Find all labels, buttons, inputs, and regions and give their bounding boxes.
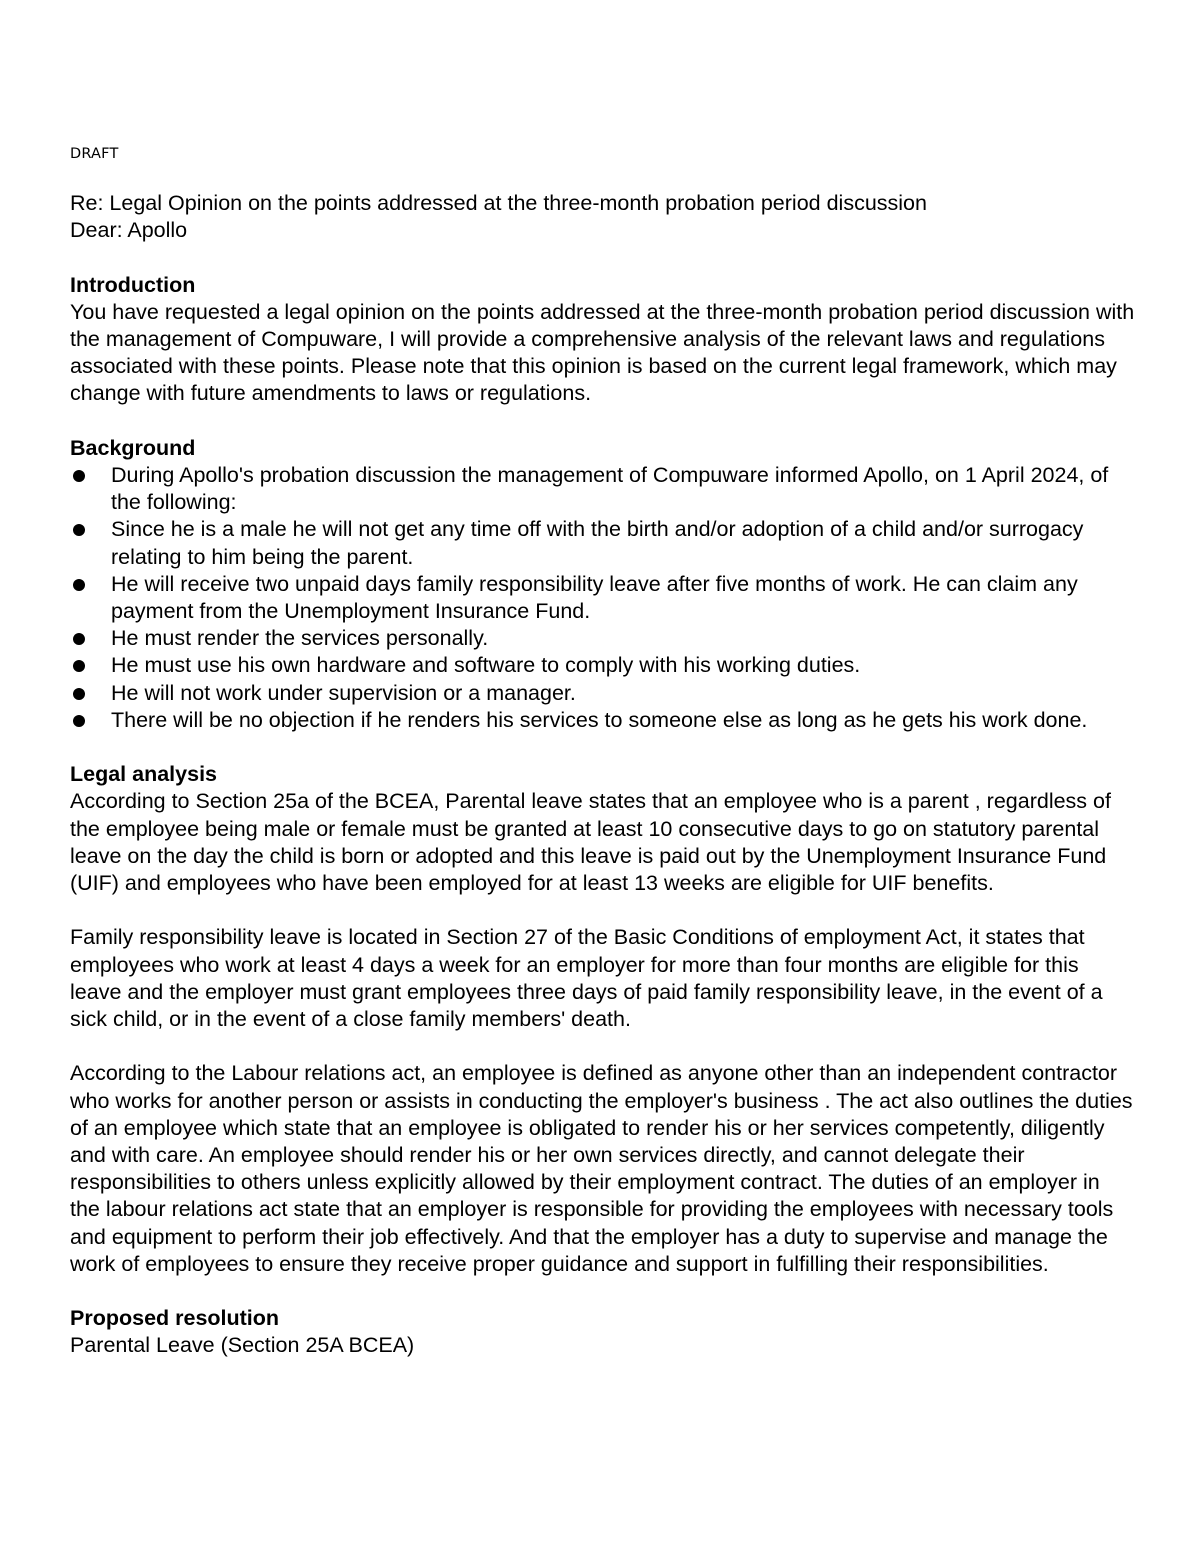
legal-analysis-paragraph-3: According to the Labour relations act, an employee is defined as anyone other than an independent contractor who works for another person or assists in conducting the employer's business . The act also outlines the duties of an employee which state that an employee is obligated to render his or her services competently, diligently and with care. An employee should render his or her own services directly, and cannot delegate their responsibilities to others unless explicitly allowed by their employment contract. The duties of an employer in the labour relations act state that an employer is responsible for providing the employees with necessary tools and equipment to perform their job effectively. And that the employer has a duty to supervise and manage the work of employees to ensure they receive proper guidance and support in fulfilling their responsibilities. bbox=[70, 1061, 1133, 1276]
list-item-text: He must use his own hardware and software to comply with his working duties. bbox=[111, 653, 861, 678]
bullet-icon bbox=[73, 633, 85, 645]
spacer bbox=[70, 1033, 1135, 1060]
salutation: Dear: Apollo bbox=[70, 218, 188, 243]
list-item-text: He must render the services personally. bbox=[111, 626, 489, 651]
legal-analysis-heading: Legal analysis bbox=[70, 762, 217, 787]
subject-line: Re: Legal Opinion on the points addressed at the three-month probation period discussion bbox=[70, 191, 927, 215]
list-item-text: He will receive two unpaid days family responsibility leave after five months of work. He can claim any payment from the Unemployment Insurance Fund. bbox=[111, 571, 1078, 624]
spacer bbox=[70, 1278, 1135, 1305]
list-item bbox=[70, 516, 1135, 570]
list-item bbox=[70, 571, 1135, 625]
bullet-icon bbox=[73, 660, 85, 672]
list-item bbox=[70, 680, 1135, 707]
background-list bbox=[70, 462, 1135, 734]
spacer bbox=[70, 897, 1135, 924]
introduction-heading: Introduction bbox=[70, 272, 196, 297]
bullet-icon bbox=[73, 715, 85, 727]
list-item-text: He will not work under supervision or a manager. bbox=[111, 680, 576, 705]
legal-analysis-paragraph-1: According to Section 25a of the BCEA, Parental leave states that an employee who is a parent , regardless of the employee being male or female must be granted at least 10 consecutive days to go on statutory parental leave on the day the child is born or adopted and this leave is paid out by the Unemployment Insurance Fund (UIF) and employees who have been employed for at least 13 weeks are eligible for UIF benefits. bbox=[70, 789, 1111, 896]
spacer bbox=[70, 408, 1135, 435]
legal-analysis-paragraph-2: Family responsibility leave is located in Section 27 of the Basic Conditions of employment Act, it states that employees who work at least 4 days a week for an employer for more than four months are eligible for this leave and the employer must grant employees three days of paid family responsibility leave, in the event of a sick child, or in the event of a close family members' death. bbox=[70, 925, 1103, 1032]
list-item-text: There will be no objection if he renders his services to someone else as long as he gets his work done. bbox=[111, 707, 1088, 732]
bullet-icon bbox=[73, 579, 85, 591]
bullet-icon bbox=[73, 524, 85, 536]
bullet-icon bbox=[73, 688, 85, 700]
spacer bbox=[70, 734, 1135, 761]
list-item bbox=[70, 625, 1135, 652]
bullet-icon bbox=[73, 470, 85, 482]
introduction-paragraph: You have requested a legal opinion on the points addressed at the three-month probation period discussion with the management of Compuware, I will provide a comprehensive analysis of the relevant laws and regulations associated with these points. Please note that this opinion is based on the current legal framework, which may change with future amendments to laws or regulations. bbox=[70, 299, 1135, 406]
proposed-resolution-heading: Proposed resolution bbox=[70, 1306, 280, 1331]
background-heading: Background bbox=[70, 435, 196, 460]
list-item-text: Since he is a male he will not get any time off with the birth and/or adoption of a child and/or surrogacy relating to him being the parent. bbox=[111, 517, 1084, 569]
proposed-resolution-subheading: Parental Leave (Section 25A BCEA) bbox=[70, 1333, 415, 1358]
list-item-text: During Apollo's probation discussion the management of Compuware informed Apollo, on 1 April 2024, of the following: bbox=[111, 463, 1109, 515]
spacer bbox=[70, 244, 1135, 271]
letter-body bbox=[70, 190, 1135, 1360]
draft-label: DRAFT bbox=[70, 146, 119, 162]
list-item bbox=[70, 652, 1135, 679]
list-item bbox=[70, 707, 1135, 734]
list-item bbox=[70, 462, 1135, 516]
